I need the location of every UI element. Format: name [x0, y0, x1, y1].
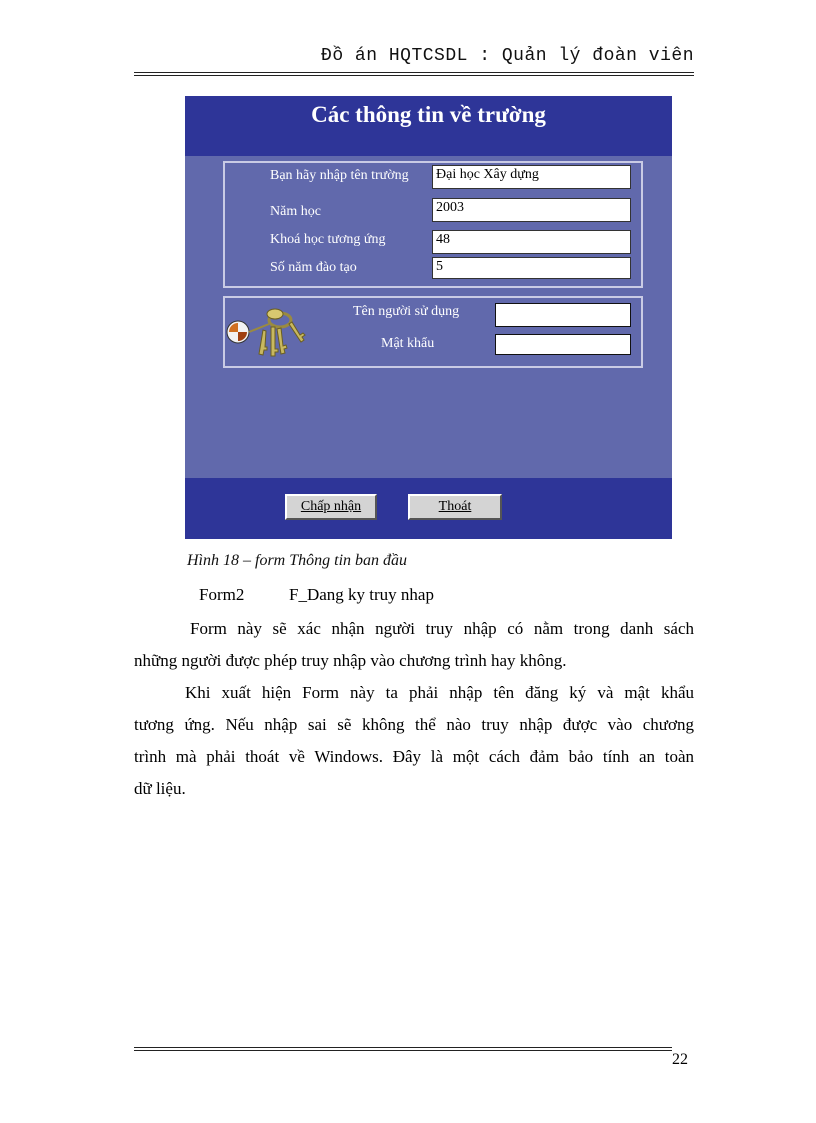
paragraph-2-line-3: trình mà phải thoát về Windows. Đây là một cách đảm bảo tính an toàn [134, 747, 694, 766]
keys-icon [225, 302, 307, 364]
username-field[interactable] [495, 303, 631, 327]
footer-rule [134, 1047, 672, 1048]
form-title-bar [185, 96, 672, 156]
exit-button-label: Thoát [438, 499, 472, 514]
header-rule [134, 72, 694, 73]
exit-button[interactable] [408, 494, 502, 520]
accept-button[interactable] [285, 494, 377, 520]
school-name-label: Bạn hãy nhập tên trường [270, 168, 409, 183]
running-header: Đồ án HQTCSDL : Quản lý đoàn viên [321, 46, 694, 66]
figure-caption: Hình 18 – form Thông tin ban đầu [187, 552, 408, 569]
form-title: Các thông tin về trường [311, 102, 546, 127]
school-year-label: Năm học [270, 204, 321, 219]
school-name-field[interactable]: Đại học Xây dựng [432, 165, 631, 189]
course-field[interactable]: 48 [432, 230, 631, 254]
paragraph-2-line-4: dữ liệu. [134, 779, 186, 798]
training-years-field[interactable]: 5 [432, 257, 631, 279]
page-number: 22 [672, 1051, 688, 1068]
password-label: Mật khẩu [381, 336, 435, 351]
training-years-label: Số năm đào tạo [270, 260, 357, 275]
course-label: Khoá học tương ứng [270, 232, 386, 247]
paragraph-1-line-2: những người được phép truy nhập vào chương trình hay không. [134, 651, 567, 670]
header-rule-second [134, 75, 694, 76]
school-year-field[interactable]: 2003 [432, 198, 631, 222]
paragraph-1-line-1: Form này sẽ xác nhận người truy nhập có nằm trong danh sách [190, 619, 694, 638]
form-identifier: F_Dang ky truy nhap [289, 585, 434, 604]
paragraph-1 [134, 613, 694, 677]
password-field[interactable] [495, 334, 631, 355]
accept-button-label: Chấp nhận [300, 499, 362, 514]
footer-rule-second [134, 1050, 672, 1051]
form-name: Form2 [199, 585, 245, 604]
paragraph-2 [134, 677, 694, 805]
paragraph-2-line-1: Khi xuất hiện Form này ta phải nhập tên đăng ký và mật khẩu [185, 683, 694, 702]
username-label: Tên người sử dụng [353, 304, 460, 319]
form-screenshot [185, 96, 672, 539]
paragraph-2-line-2: tương ứng. Nếu nhập sai sẽ không thể nào truy nhập được vào chương [134, 715, 694, 734]
